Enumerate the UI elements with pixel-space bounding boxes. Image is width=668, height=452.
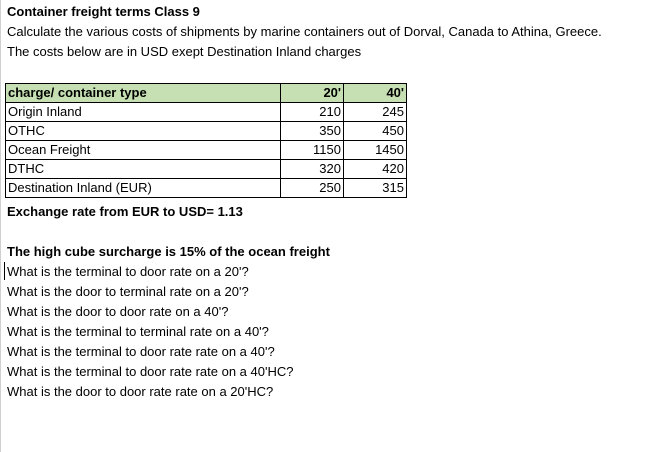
table-row bbox=[6, 103, 407, 122]
table-row bbox=[6, 122, 407, 141]
header-charge-type[interactable]: charge/ container type bbox=[6, 84, 281, 103]
header-40ft[interactable]: 40' bbox=[344, 84, 407, 103]
question-item: What is the door to terminal rate on a 20'? bbox=[7, 284, 249, 299]
cell-20ft[interactable]: 350 bbox=[281, 122, 344, 141]
question-item: What is the door to door rate rate on a 20'HC? bbox=[7, 384, 274, 399]
table-row bbox=[6, 179, 407, 198]
surcharge-note: The high cube surcharge is 15% of the ocean freight bbox=[7, 244, 330, 259]
header-20ft[interactable]: 20' bbox=[281, 84, 344, 103]
cell-40ft[interactable]: 450 bbox=[344, 122, 407, 141]
row-label[interactable]: Origin Inland bbox=[6, 103, 281, 122]
instructions-line-2: The costs below are in USD exept Destination Inland charges bbox=[7, 44, 362, 59]
cell-40ft[interactable]: 315 bbox=[344, 179, 407, 198]
table-row bbox=[6, 160, 407, 179]
cell-40ft[interactable]: 420 bbox=[344, 160, 407, 179]
row-label[interactable]: Destination Inland (EUR) bbox=[6, 179, 281, 198]
question-item: What is the terminal to terminal rate on a 40'? bbox=[7, 324, 269, 339]
row-label[interactable]: OTHC bbox=[6, 122, 281, 141]
instructions-line-1: Calculate the various costs of shipments by marine containers out of Dorval, Canada to Athina, Greece. bbox=[7, 24, 602, 39]
cell-40ft[interactable]: 245 bbox=[344, 103, 407, 122]
exchange-rate-note: Exchange rate from EUR to USD= 1.13 bbox=[7, 204, 243, 219]
cell-cursor bbox=[4, 262, 5, 280]
row-label[interactable]: Ocean Freight bbox=[6, 141, 281, 160]
worksheet-title: Container freight terms Class 9 bbox=[7, 4, 200, 19]
table-header-row bbox=[6, 84, 407, 103]
cell-40ft[interactable]: 1450 bbox=[344, 141, 407, 160]
freight-charges-table bbox=[5, 83, 407, 198]
cell-20ft[interactable]: 320 bbox=[281, 160, 344, 179]
question-item: What is the terminal to door rate rate on a 40'HC? bbox=[7, 364, 294, 379]
cell-20ft[interactable]: 1150 bbox=[281, 141, 344, 160]
question-item: What is the door to door rate on a 40'? bbox=[7, 304, 229, 319]
cell-20ft[interactable]: 250 bbox=[281, 179, 344, 198]
cell-20ft[interactable]: 210 bbox=[281, 103, 344, 122]
table-row bbox=[6, 141, 407, 160]
row-label[interactable]: DTHC bbox=[6, 160, 281, 179]
question-item: What is the terminal to door rate on a 20'? bbox=[7, 264, 249, 279]
question-item: What is the terminal to door rate rate on a 40'? bbox=[7, 344, 275, 359]
